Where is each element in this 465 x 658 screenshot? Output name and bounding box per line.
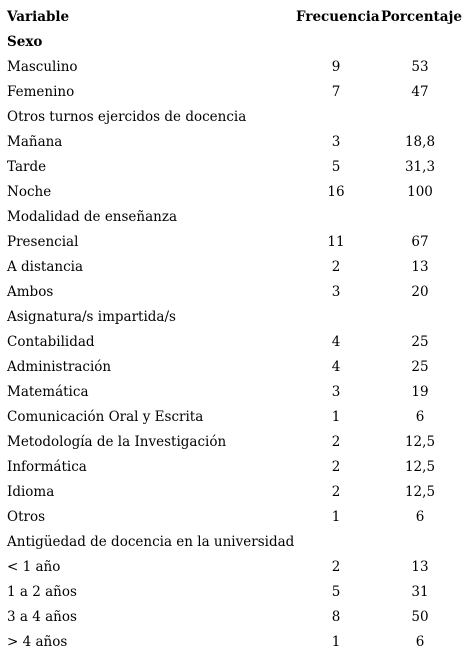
table-row [0,280,465,305]
table-row [0,330,465,355]
row-label: Contabilidad [7,334,95,350]
row-frecuencia: 11 [327,234,345,250]
row-porcentaje: 25 [411,359,429,375]
row-label: Administración [7,359,112,375]
row-frecuencia: 9 [331,59,341,75]
table-row [0,580,465,605]
row-label: < 1 año [7,559,61,575]
row-label: Mañana [7,134,63,150]
header-porcentaje: Porcentaje [381,9,462,25]
row-frecuencia: 2 [331,559,341,575]
row-frecuencia: 2 [331,459,341,475]
row-porcentaje: 25 [411,334,429,350]
table-row [0,430,465,455]
row-frecuencia: 1 [331,509,341,525]
row-frecuencia: 4 [331,359,341,375]
row-label: Ambos [7,284,54,300]
row-frecuencia: 2 [331,434,341,450]
header-frecuencia: Frecuencia [296,9,380,25]
row-label: Noche [7,184,52,200]
row-frecuencia: 8 [331,609,341,625]
row-porcentaje: 67 [411,234,429,250]
section-title: Otros turnos ejercidos de docencia [7,109,247,125]
row-frecuencia: 1 [331,409,341,425]
row-porcentaje: 6 [415,509,425,525]
table-row [0,455,465,480]
table-row [0,255,465,280]
table-row [0,55,465,80]
row-label: Otros [7,509,46,525]
table-row [0,480,465,505]
row-frecuencia: 7 [331,84,341,100]
row-porcentaje: 53 [411,59,429,75]
row-label: Informática [7,459,87,475]
table-row [0,555,465,580]
row-porcentaje: 47 [411,84,429,100]
row-label: Masculino [7,59,78,75]
table-row [0,380,465,405]
row-label: > 4 años [7,634,68,650]
header-variable: Variable [7,9,70,25]
row-frecuencia: 16 [327,184,345,200]
table-row [0,155,465,180]
section-row [0,30,465,55]
row-frecuencia: 1 [331,634,341,650]
row-porcentaje: 6 [415,409,425,425]
row-porcentaje: 50 [411,609,429,625]
section-row [0,205,465,230]
row-porcentaje: 31 [411,584,429,600]
table-body [0,30,465,655]
section-row [0,105,465,130]
section-title: Antigüedad de docencia en la universidad [7,534,295,550]
row-porcentaje: 13 [411,259,429,275]
table-row [0,630,465,655]
row-frecuencia: 3 [331,134,341,150]
row-frecuencia: 3 [331,384,341,400]
row-porcentaje: 18,8 [404,134,436,150]
row-porcentaje: 12,5 [404,459,436,475]
row-porcentaje: 13 [411,559,429,575]
row-porcentaje: 12,5 [404,484,436,500]
table-row [0,80,465,105]
row-label: Metodología de la Investigación [7,434,227,450]
row-label: Femenino [7,84,75,100]
row-porcentaje: 100 [407,184,433,200]
row-label: 1 a 2 años [7,584,77,600]
row-label: A distancia [7,259,84,275]
table-row [0,355,465,380]
row-label: Presencial [7,234,79,250]
row-label: Idioma [7,484,55,500]
row-porcentaje: 20 [411,284,429,300]
row-label: 3 a 4 años [7,609,77,625]
section-row [0,530,465,555]
row-label: Tarde [7,159,47,175]
table-row [0,405,465,430]
row-porcentaje: 6 [415,634,425,650]
row-porcentaje: 31,3 [404,159,436,175]
section-row [0,305,465,330]
row-frecuencia: 5 [331,159,341,175]
row-label: Matemática [7,384,89,400]
table-row [0,605,465,630]
table-row [0,505,465,530]
row-frecuencia: 3 [331,284,341,300]
section-title: Asignatura/s impartida/s [7,309,176,325]
table-row [0,230,465,255]
row-frecuencia: 2 [331,259,341,275]
table-row [0,180,465,205]
row-porcentaje: 19 [411,384,429,400]
table-row [0,130,465,155]
row-frecuencia: 4 [331,334,341,350]
section-title: Sexo [7,34,43,50]
row-frecuencia: 5 [331,584,341,600]
section-title: Modalidad de enseñanza [7,209,178,225]
row-porcentaje: 12,5 [404,434,436,450]
row-frecuencia: 2 [331,484,341,500]
table-header-row [0,5,465,30]
row-label: Comunicación Oral y Escrita [7,409,204,425]
